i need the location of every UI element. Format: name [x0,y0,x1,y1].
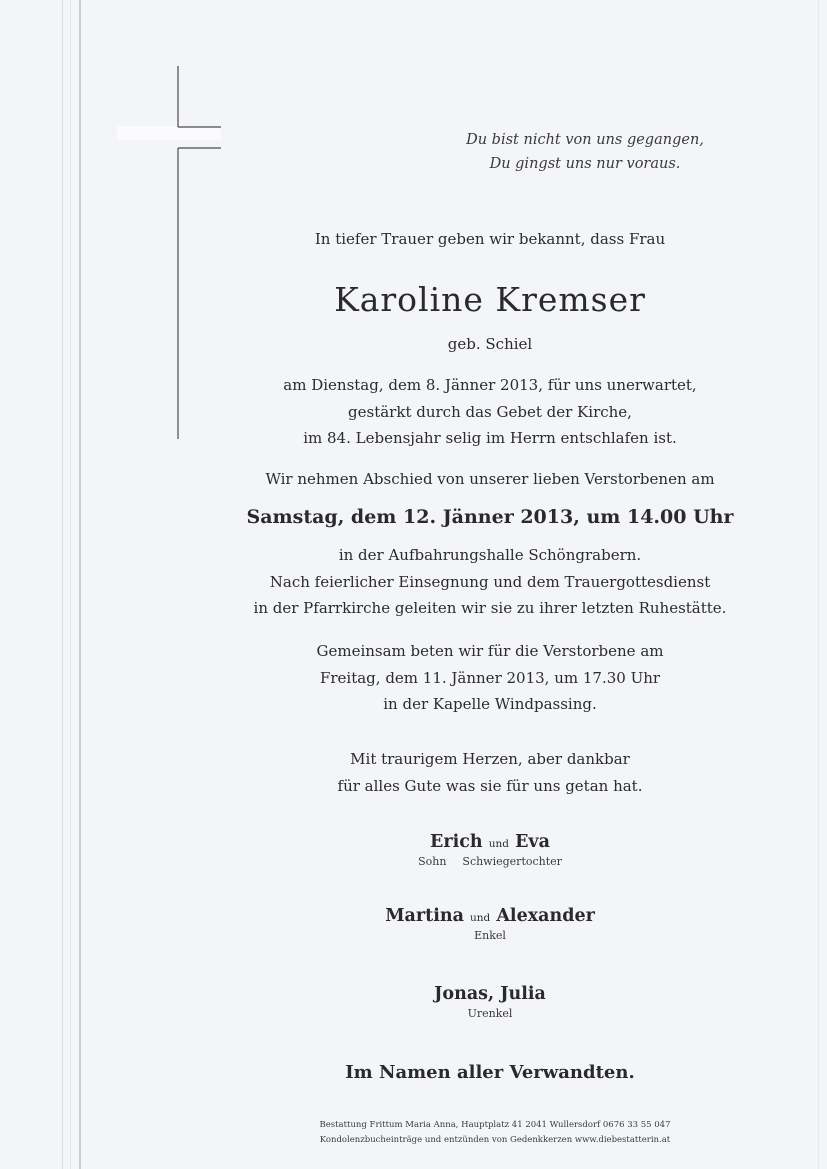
page-edge-line [79,0,81,1169]
mourner-relation: Urenkel [467,1007,513,1020]
birth-name: geb. Schiel [447,335,533,353]
page-edge-line [818,0,819,1169]
mourner-names [240,832,740,852]
motto-line: Du gingst uns nur voraus. [489,156,681,172]
conjunction: und [470,912,491,924]
death-details [240,372,740,452]
mourner-names [240,906,740,926]
mourner-relation [240,855,740,868]
relation-label: Sohn [418,855,447,868]
ceremony-details [240,542,740,622]
ceremony-line: Nach feierlicher Einsegnung und dem Trauergottesdienst [269,572,711,591]
death-line: im 84. Lebensjahr selig im Herrn entschlafen ist. [303,429,677,447]
motto-line: Du bist nicht von uns gegangen, [466,132,704,148]
footer-line: Bestattung Frittum Maria Anna, Hauptplatz 41 2041 Wullersdorf 0676 33 55 047 [319,1120,671,1130]
prayer-line: in der Kapelle Windpassing. [383,695,597,713]
thanks-line: für alles Gute was sie für uns getan hat. [337,777,643,795]
ceremony-line: in der Aufbahrungshalle Schöngrabern. [338,546,642,564]
mourner-name: Erich [430,832,483,852]
motto-quote [430,128,740,176]
thanks-message [240,746,740,800]
mourner-names: Jonas, Julia [434,984,546,1004]
announcement-intro: In tiefer Trauer geben wir bekannt, dass Frau [314,230,666,248]
thanks-line: Mit traurigem Herzen, aber dankbar [350,750,630,768]
prayer-line: Freitag, dem 11. Jänner 2013, um 17.30 Uhr [319,668,661,687]
death-line: am Dienstag, dem 8. Jänner 2013, für uns unerwartet, [283,376,697,394]
relation-label: Schwiegertochter [462,855,562,868]
farewell-intro: Wir nehmen Abschied von unserer lieben Verstorbenen am [265,470,715,488]
mourner-relation: Enkel [474,929,506,942]
cross-icon [117,66,227,446]
page-edge-line [70,0,71,1169]
deceased-name: Karoline Kremser [334,280,646,319]
prayer-line: Gemeinsam beten wir für die Verstorbene am [316,642,664,660]
undertaker-footer [280,1118,710,1148]
mourner-name: Alexander [496,906,595,926]
footer-line: Kondolenzbucheinträge und entzünden von Gedenkkerzen www.diebestatterin.at [319,1135,671,1145]
mourner-group [240,984,740,1020]
mourner-group [240,832,740,868]
death-line: gestärkt durch das Gebet der Kirche, [348,402,632,421]
ceremony-line: in der Pfarrkirche geleiten wir sie zu ihrer letzten Ruhestätte. [253,599,727,617]
page-edge-line [62,0,63,1169]
conjunction: und [488,838,509,850]
prayer-details [240,638,740,718]
mourner-name: Eva [515,832,550,852]
funeral-date: Samstag, dem 12. Jänner 2013, um 14.00 Uhr [246,506,734,528]
mourner-group [240,906,740,942]
closing-line: Im Namen aller Verwandten. [345,1062,635,1083]
mourner-name: Martina [385,906,464,926]
